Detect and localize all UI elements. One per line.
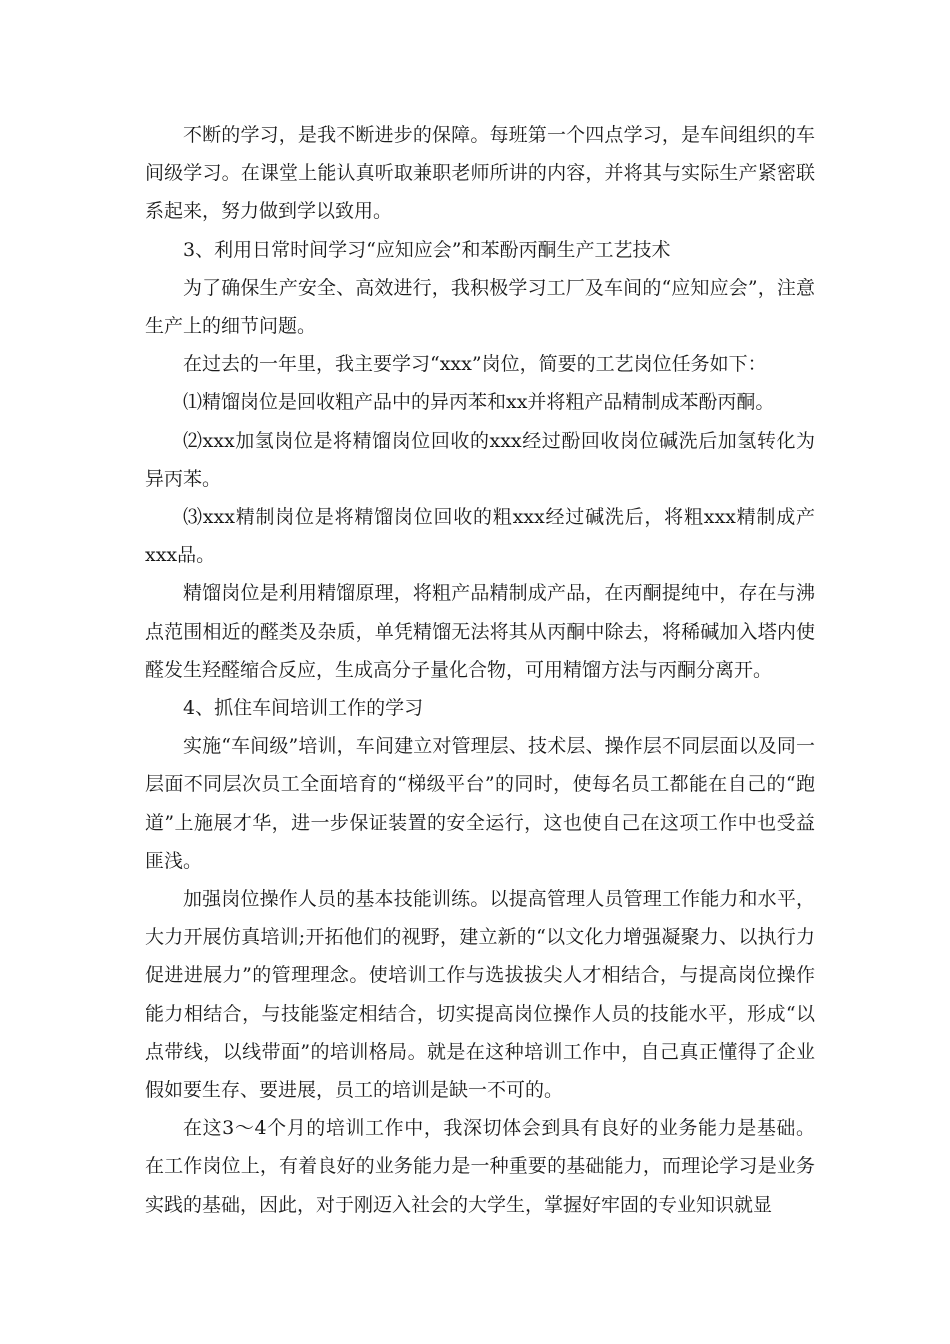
paragraph-workshop-training: 实施“车间级”培训，车间建立对管理层、技术层、操作层不同层面以及同一层面不同层次员工全面培育的“梯级平台”的同时，使每名员工都能在自己的“跑道”上施展才华，进一步保证装置的安全运行，这也使自己在这项工作中也受益匪浅。 — [145, 735, 815, 872]
list-item-3: ⑶xxx精制岗位是将精馏岗位回收的粗xxx经过碱洗后，将粗xxx精制成产xxx品。 — [145, 506, 815, 567]
paragraph-distillation: 精馏岗位是利用精馏原理，将粗产品精制成产品，在丙酮提纯中，存在与沸点范围相近的醛类及杂质，单凭精馏无法将其从丙酮中除去，将稀碱加入塔内使醛发生羟醛缩合反应，生成高分子量化合物，可用精馏方法与丙酮分离开。 — [145, 582, 815, 681]
paragraph-continued-study: 不断的学习，是我不断进步的保障。每班第一个四点学习，是车间组织的车间级学习。在课堂上能认真听取兼职老师所讲的内容，并将其与实际生产紧密联系起来，努力做到学以致用。 — [145, 124, 815, 223]
paragraph-skill-training: 加强岗位操作人员的基本技能训练。以提高管理人员管理工作能力和水平，大力开展仿真培训;开拓他们的视野，建立新的“以文化力增强凝聚力、以执行力促进进展力”的管理理念。使培训工作与选拔拔尖人才相结合，与提高岗位操作能力相结合，与技能鉴定相结合，切实提高岗位操作人员的技能水平，形成“以点带线，以线带面”的培训格局。就是在这种培训工作中，自己真正懂得了企业假如要生存、要进展，员工的培训是缺一不可的。 — [145, 888, 815, 1102]
paragraph-safety-learning: 为了确保生产安全、高效进行，我积极学习工厂及车间的“应知应会”，注意生产上的细节问题。 — [145, 276, 815, 338]
document-body — [145, 116, 815, 1224]
heading-4-training: 4、抓住车间培训工作的学习 — [183, 697, 424, 720]
list-item-1: ⑴精馏岗位是回收粗产品中的异丙苯和xx并将粗产品精制成苯酚丙酮。 — [183, 391, 775, 414]
list-item-2: ⑵xxx加氢岗位是将精馏岗位回收的xxx经过酚回收岗位碱洗后加氢转化为异丙苯。 — [145, 429, 815, 490]
paragraph-past-year: 在过去的一年里，我主要学习“xxx”岗位，简要的工艺岗位任务如下： — [183, 353, 767, 376]
heading-3-daily-study: 3、利用日常时间学习“应知应会”和苯酚丙酮生产工艺技术 — [183, 238, 671, 261]
paragraph-experience: 在这3～4个月的培训工作中，我深切体会到具有良好的业务能力是基础。在工作岗位上，有着良好的业务能力是一种重要的基础能力，而理论学习是业务实践的基础，因此，对于刚迈入社会的大学生，掌握好牢固的专业知识就显 — [145, 1117, 815, 1216]
